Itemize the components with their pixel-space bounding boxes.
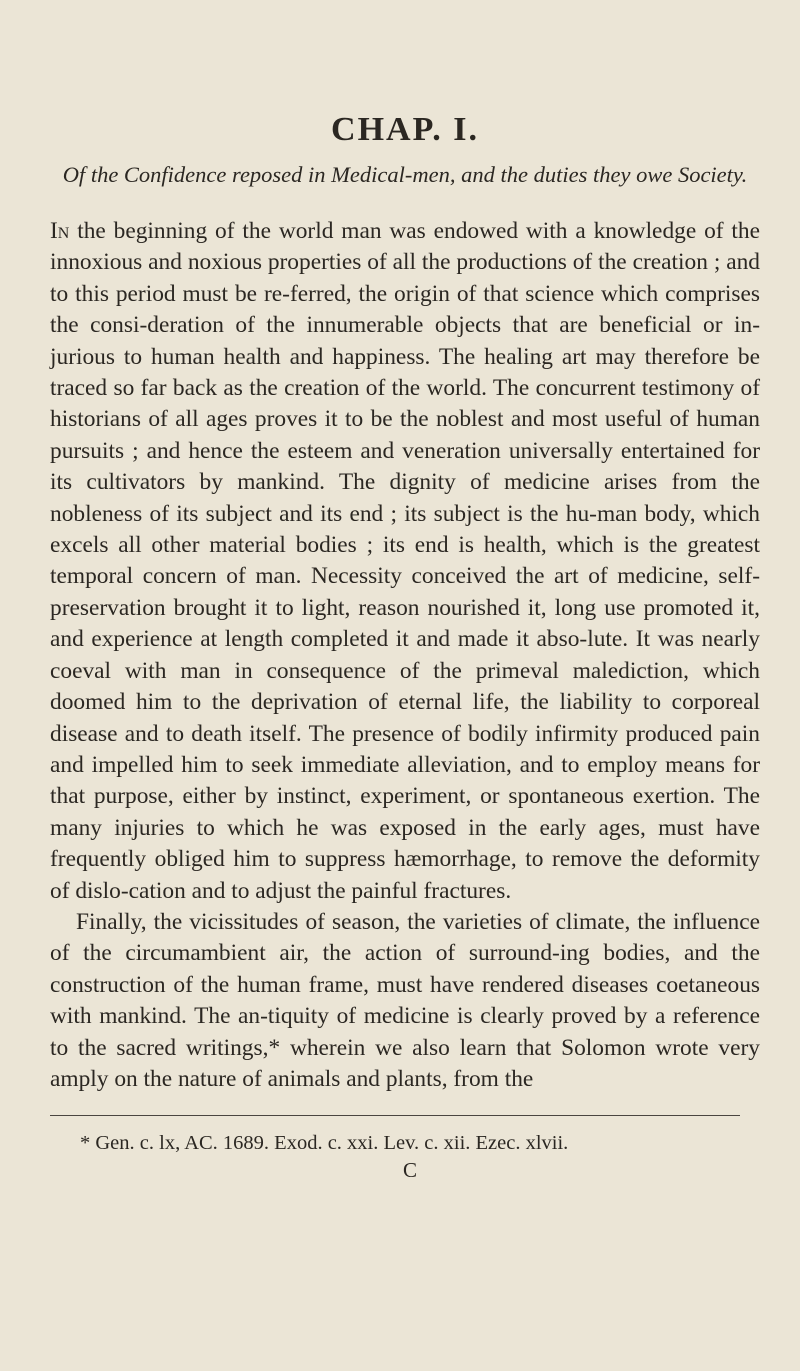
drop-initial: In bbox=[50, 218, 70, 244]
footnote: * Gen. c. lx, AC. 1689. Exod. c. xxi. Lev. c. xii. Ezec. xlvii. bbox=[80, 1132, 569, 1155]
footnote-divider bbox=[50, 1115, 740, 1116]
signature-mark: C bbox=[402, 1158, 417, 1183]
body-paragraph-1 bbox=[50, 216, 760, 907]
chapter-subtitle: Of the Confidence reposed in Medical-men, and the duties they owe Society. bbox=[62, 162, 748, 187]
chapter-heading: CHAP. I. bbox=[331, 111, 479, 148]
body-paragraph-2 bbox=[50, 907, 760, 1095]
paragraph-2-text: Finally, the vicissitudes of season, the varieties of climate, the influence of the circumambient air, the action of surround-ing bodies, and the construction of the human frame, must have rendered diseases coetaneous with mankind. The an-tiquity of medicine is clearly proved by a reference to the sacred writings,* wherein we also learn that Solomon wrote very amply on the nature of animals and plants, from the bbox=[50, 908, 760, 1092]
paragraph-1-text: the beginning of the world man was endowed with a knowledge of the innoxious and noxious properties of all the productions of the creation ; and to this period must be re-ferred, the origin of that science which comprises the consi-deration of the innumerable objects that are beneficial or in-jurious to human health and happiness. The healing art may therefore be traced so far back as the creation of the world. The concurrent testimony of historians of all ages proves it to be the noblest and most useful of human pursuits ; and hence the esteem and veneration universally entertained for its cultivators by mankind. The dignity of medicine arises from the nobleness of its subject and its end ; its subject is the hu-man body, which excels all other material bodies ; its end is health, which is the greatest temporal concern of man. Necessity conceived the art of medicine, self-preservation brought it to light, reason nourished it, long use promoted it, and experience at length completed it and made it abso-lute. It was nearly coeval with man in consequence of the primeval malediction, which doomed him to the deprivation of eternal life, the liability to corporeal disease and to death itself. The presence of bodily infirmity produced pain and impelled him to seek immediate alleviation, and to employ means for that purpose, either by instinct, experiment, or spontaneous exertion. The many injuries to which he was exposed in the early ages, must have frequently obliged him to suppress hæmorrhage, to remove the deformity of dislo-cation and to adjust the painful fractures. bbox=[50, 218, 760, 904]
